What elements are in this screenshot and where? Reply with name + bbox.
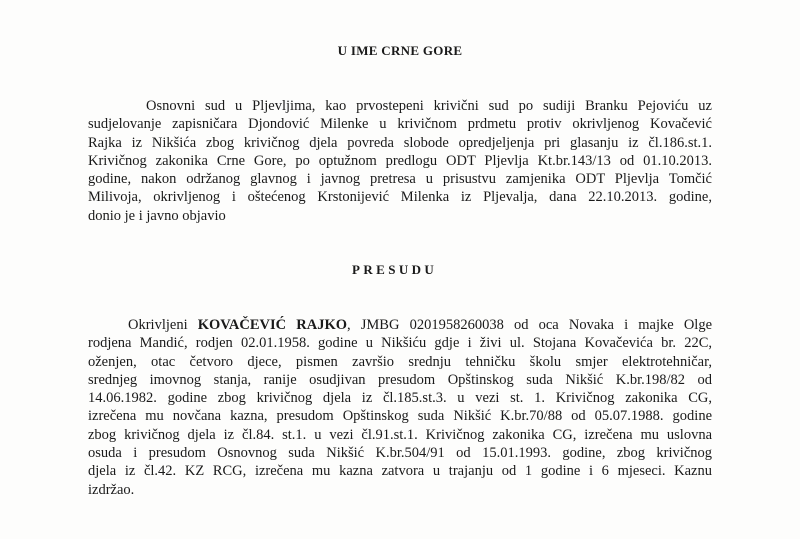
verdict-title: PRESUDU	[352, 262, 438, 277]
verdict-line: izrečena mu novčana kazna, presudom Opštinskog suda Nikšić K.br.70/88 od 05.07.1988. godine	[88, 408, 712, 425]
intro-line: Osnovni sud u Pljevljima, kao prvostepeni krivični sud po sudiji Branku Pejoviću uz	[146, 98, 712, 114]
defendant-name: KOVAČEVIĆ RAJKO	[197, 317, 347, 333]
intro-line: Milivoja, okrivljenog i oštećenog Krstonijević Milenka iz Pljevalja, dana 22.10.2013. godine,	[88, 189, 712, 206]
verdict-line: oženjen, otac četvoro djece, pismen završio srednju tehničku školu smjer elektrotehničar,	[88, 353, 712, 370]
verdict-paragraph	[88, 316, 712, 499]
defendant-intro-text: Okrivljeni	[128, 317, 198, 333]
verdict-line: srednjeg imovnog stanja, ranije osudjivan presudom Opštinskog suda Nikšić K.br.198/82 od	[88, 371, 712, 388]
verdict-line: izdržao.	[88, 481, 135, 498]
verdict-line: zbog krivičnog djela iz čl.84. st.1. u vezi čl.91.st.1. Krivičnog zakonika CG, izrečena mu uslovna	[88, 426, 712, 443]
defendant-details-text: , JMBG 0201958260038 od oca Novaka i majke Olge	[347, 317, 712, 333]
verdict-line: 14.06.1982. godine zbog krivičnog djela iz čl.185.st.3. u vezi st. 1. Krivičnog zakonika CG,	[88, 390, 712, 407]
verdict-line: rodjena Mandić, rodjen 02.01.1958. godine u Nikšiću gdje i živi ul. Stojana Kovačevića br. 22C,	[88, 335, 712, 352]
intro-paragraph	[88, 97, 712, 225]
intro-line: godine, nakon održanog glavnog i javnog pretresa u prisustvu zamjenika ODT Pljevlja Tomčić	[88, 171, 712, 188]
intro-line: sudjelovanje zapisničara Djondović Milenke u krivičnom prdmetu protiv okrivljenog Kovačević	[88, 116, 712, 133]
intro-line: Krivičnog zakonika Crne Gore, po optužnom predlogu ODT Pljevlja Kt.br.143/13 od 01.10.2013.	[88, 152, 712, 169]
verdict-line: djela iz čl.42. KZ RCG, izrečena mu kazna zatvora u trajanju od 1 godine i 6 mjeseci. Kaznu	[88, 463, 712, 480]
intro-line: Rajka iz Nikšića zbog krivičnog djela povreda slobode opredjeljenja pri glasanju iz čl.186.st.1.	[88, 134, 712, 151]
verdict-line: osuda i presudom Osnovnog suda Nikšić K.br.504/91 od 15.01.1993. godine, zbog krivičnog	[88, 445, 712, 462]
verdict-first-line	[88, 316, 712, 334]
document-heading: U IME CRNE GORE	[337, 43, 463, 58]
intro-line: donio je i javno objavio	[88, 207, 226, 224]
